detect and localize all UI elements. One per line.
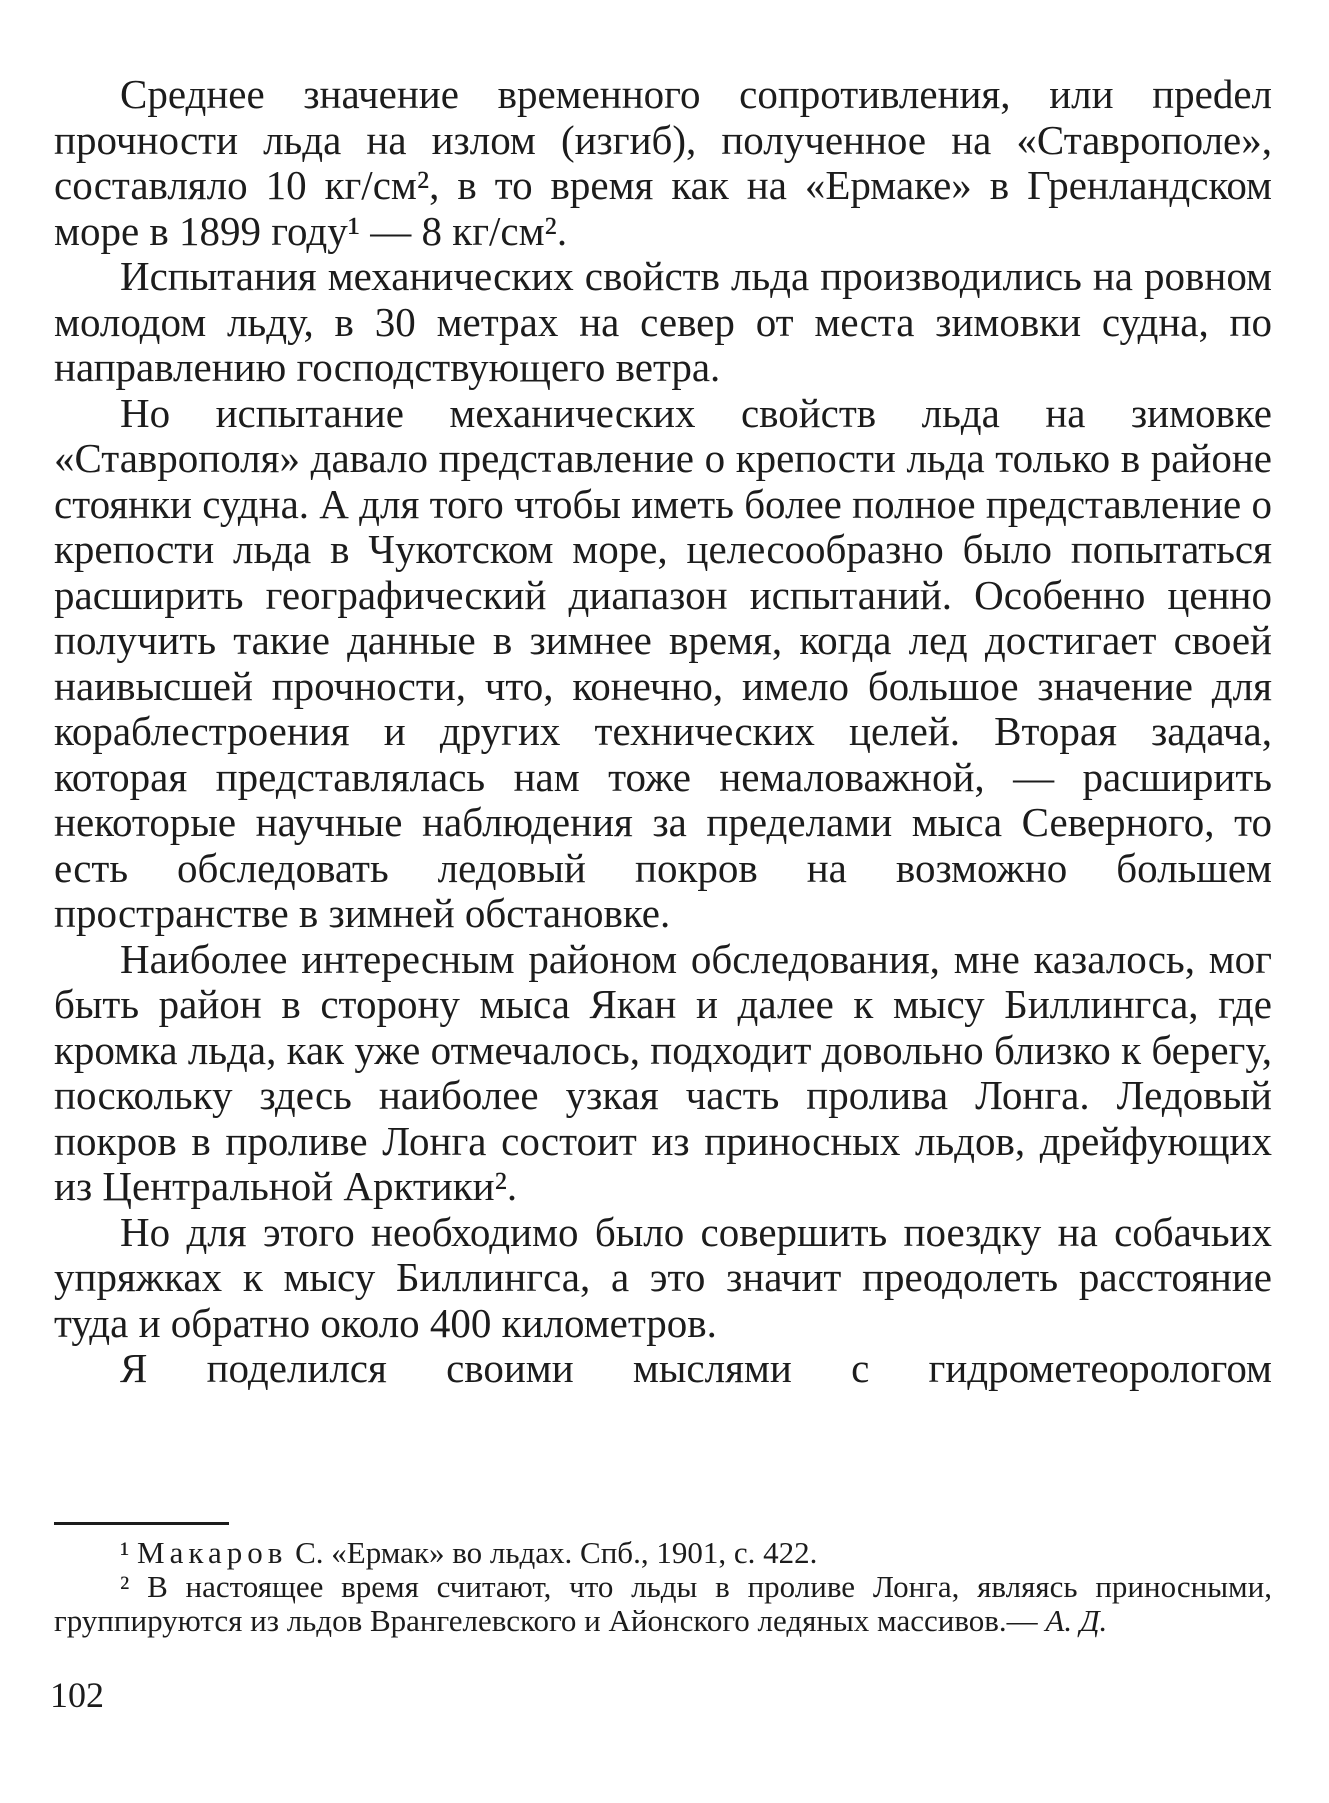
footnotes <box>54 1536 1272 1638</box>
main-text <box>54 72 1272 1392</box>
paragraph: Но для этого необходимо было совершить поездку на собачьих упряжках к мысу Биллингса, а это значит преодолеть расстояние туда и обратно около 400 километров. <box>54 1208 1272 1346</box>
footnote-text: С. «Ермак» во льдах. Спб., 1901, с. 422. <box>287 1535 818 1570</box>
paragraph: Но испытание механических свойств льда на зимовке «Ставрополя» давало представление о крепости льда только в районе стоянки судна. А для того чтобы иметь более полное представление о крепости льда в Чукотском море, целесообразно было попытаться расширить географический диапазон испытаний. Особенно ценно получить такие данные в зимнее время, когда лед достигает своей наивысшей прочности, что, конечно, имело большое значение для кораблестроения и других технических целей. Вторая задача, которая представлялась нам тоже немаловажной, — расширить некоторые научные наблюдения за пределами мыса Северного, то есть обследовать ледовый покров на возможно большем пространстве в зимней обстановке. <box>54 389 1272 936</box>
footnote-signature: А. Д. <box>1045 1603 1108 1638</box>
footnote-text: В настоящее время считают, что льды в проливе Лонга, являясь приносными, группируются из льдов Врангелевского и Айонского ледяных массивов.— <box>54 1569 1272 1638</box>
footnote-2 <box>54 1570 1272 1638</box>
footnote-divider <box>54 1522 229 1525</box>
page-number: 102 <box>50 1675 104 1715</box>
footnote-mark: ² <box>120 1569 130 1604</box>
paragraph: Среднее значение временного сопротивления, или преdел прочности льда на излом (изгиб), полученное на «Ставрополе», составляло 10 кг/см², в то время как на «Ермаке» в Гренландском море в 1899 году¹ — 8 кг/см². <box>54 71 1272 254</box>
footnote-1 <box>54 1536 1272 1570</box>
footnote-author: Макаров <box>137 1535 288 1570</box>
paragraph: Я поделился своими мыслями с гидрометеорологом <box>120 1345 1272 1391</box>
paragraph: Испытания механических свойств льда производились на ровном молодом льду, в 30 метрах на север от места зимовки судна, по направлению господствующего ветра. <box>54 253 1272 390</box>
paragraph: Наиболее интересным районом обследования, мне казалось, мог быть район в сторону мыса Якан и далее к мысу Биллингса, где кромка льда, как уже отмечалось, подходит довольно близко к берегу, поскольку здесь наиболее узкая часть пролива Лонга. Ледовый покров в проливе Лонга состоит из приносных льдов, дрейфующих из Центральной Арктики². <box>54 935 1272 1209</box>
footnote-mark: ¹ <box>120 1535 130 1570</box>
